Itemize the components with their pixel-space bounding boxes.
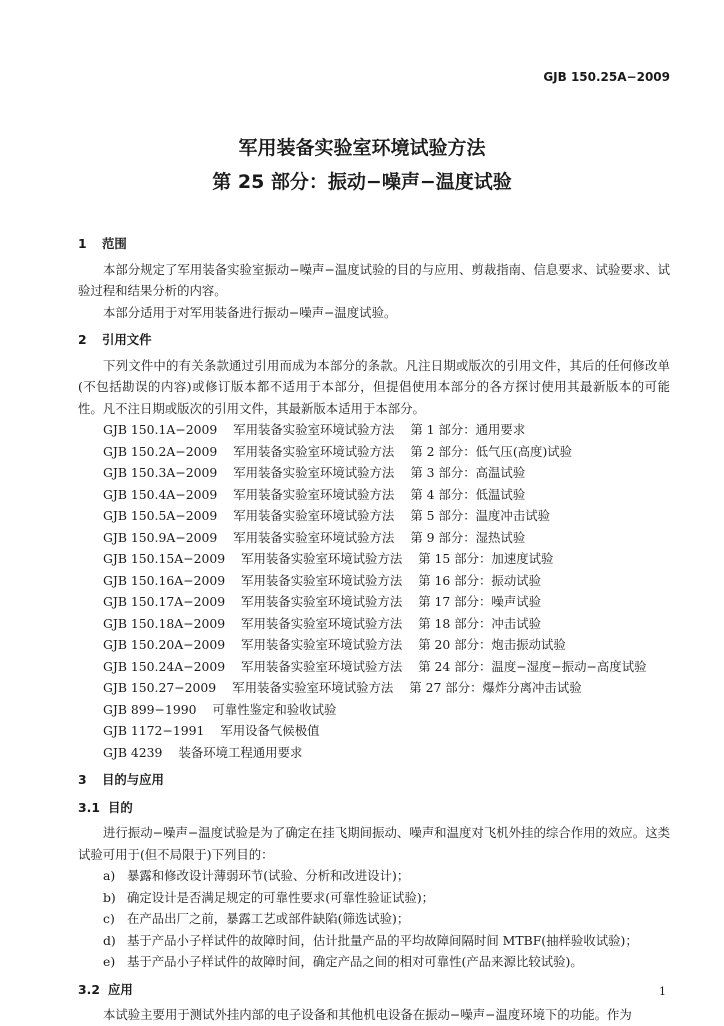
reference-name: 军用设备气候极值 (220, 723, 320, 738)
list-label: d) (103, 932, 116, 948)
reference-name: 可靠性鉴定和验收试验 (212, 701, 337, 717)
reference-part: 第 17 部分：噪声试验 (418, 594, 541, 609)
section-title: 范围 (102, 236, 127, 251)
reference-part: 第 18 部分：冲击试验 (418, 615, 541, 631)
subsection-number: 3.1 (78, 799, 100, 815)
list-item (103, 951, 670, 973)
document-body (78, 227, 670, 1026)
reference-code: GJB 150.4A−2009 (103, 486, 218, 502)
section-title: 目的与应用 (102, 772, 164, 787)
reference-code: GJB 150.2A−2009 (103, 443, 218, 459)
list-label: b) (103, 889, 116, 905)
list-text: 基于产品小子样试件的故障时间，确定产品之间的相对可靠性(产品来源比较试验)。 (127, 954, 583, 969)
paragraph: 下列文件中的有关条款通过引用而成为本部分的条款。凡注日期或版次的引用文件，其后的任何修改单(不包括勘误的内容)或修订版本都不适用于本部分，但提倡使用本部分的各方探讨使用其最新版本的可能性。凡不注日期或版次的引用文件，其最新版本适用于本部分。 (78, 357, 670, 416)
reference-name: 军用装备实验室环境试验方法 (232, 680, 394, 695)
reference-code: GJB 150.17A−2009 (103, 594, 226, 609)
reference-code: GJB 150.5A−2009 (103, 508, 218, 523)
standard-code: GJB 150.25A−2009 (543, 70, 670, 84)
list-text: 确定设计是否满足规定的可靠性要求(可靠性验证试验)； (127, 889, 435, 905)
reference-item (103, 570, 670, 592)
reference-name: 装备环境工程通用要求 (178, 744, 303, 760)
subsection-title: 目的 (108, 799, 133, 815)
list-text: 基于产品小子样试件的故障时间，估计批量产品的平均故障间隔时间 MTBF(抽样验收试验)； (127, 932, 638, 948)
reference-code: GJB 150.16A−2009 (103, 572, 226, 588)
reference-item (103, 699, 670, 721)
subsection-3-2-heading (78, 979, 670, 1001)
reference-part: 第 3 部分：高温试验 (410, 465, 526, 480)
section-3-heading (78, 769, 670, 791)
document-subtitle: 第 25 部分：振动−噪声−温度试验 (212, 171, 512, 193)
list-label: e) (103, 954, 116, 969)
reference-part: 第 9 部分：湿热试验 (410, 529, 526, 545)
reference-item (103, 462, 670, 484)
list-item (103, 930, 670, 952)
paragraph: 本部分规定了军用装备实验室振动−噪声−温度试验的目的与应用、剪裁指南、信息要求、试验要求、试验过程和结果分析的内容。 (78, 261, 670, 298)
reference-code: GJB 150.1A−2009 (103, 422, 218, 437)
reference-item (103, 505, 670, 527)
reference-part: 第 15 部分：加速度试验 (418, 551, 554, 566)
section-number: 1 (78, 236, 87, 251)
reference-item (103, 656, 670, 678)
reference-code: GJB 150.18A−2009 (103, 615, 226, 631)
reference-code: GJB 150.27−2009 (103, 680, 217, 695)
reference-name: 军用装备实验室环境试验方法 (233, 508, 395, 523)
reference-part: 第 24 部分：温度−湿度−振动−高度试验 (418, 658, 647, 674)
reference-part: 第 5 部分：温度冲击试验 (410, 508, 550, 523)
reference-code: GJB 150.15A−2009 (103, 551, 226, 566)
reference-code: GJB 899−1990 (103, 701, 197, 717)
reference-item (103, 613, 670, 635)
reference-item (103, 742, 670, 764)
reference-code: GJB 150.3A−2009 (103, 465, 218, 480)
reference-item (103, 591, 670, 613)
list-item (103, 908, 670, 930)
list-label: c) (103, 911, 115, 926)
section-title: 引用文件 (102, 332, 152, 347)
reference-item (103, 441, 670, 463)
reference-name: 军用装备实验室环境试验方法 (233, 529, 395, 545)
reference-name: 军用装备实验室环境试验方法 (241, 658, 403, 674)
reference-item (103, 677, 670, 699)
reference-item (103, 634, 670, 656)
purpose-list (103, 865, 670, 973)
reference-item (103, 419, 670, 441)
reference-code: GJB 150.9A−2009 (103, 529, 218, 545)
section-1-heading (78, 233, 670, 255)
reference-name: 军用装备实验室环境试验方法 (241, 594, 403, 609)
reference-part: 第 20 部分：炮击振动试验 (418, 637, 566, 652)
reference-name: 军用装备实验室环境试验方法 (233, 422, 395, 437)
reference-name: 军用装备实验室环境试验方法 (241, 572, 403, 588)
document-title: 军用装备实验室环境试验方法 (238, 137, 486, 159)
section-number: 3 (78, 772, 87, 787)
reference-item (103, 720, 670, 742)
reference-code: GJB 150.24A−2009 (103, 658, 226, 674)
reference-part: 第 27 部分：爆炸分离冲击试验 (409, 680, 582, 695)
page-number: 1 (659, 985, 666, 998)
reference-list (103, 419, 670, 763)
paragraph: 本部分适用于对军用装备进行振动−噪声−温度试验。 (103, 304, 397, 320)
reference-item (103, 527, 670, 549)
list-item (103, 887, 670, 909)
reference-part: 第 1 部分：通用要求 (410, 422, 526, 437)
list-text: 暴露和修改设计薄弱环节(试验、分析和改进设计)； (127, 868, 410, 883)
reference-code: GJB 150.20A−2009 (103, 637, 226, 652)
reference-name: 军用装备实验室环境试验方法 (233, 443, 395, 459)
reference-name: 军用装备实验室环境试验方法 (233, 465, 395, 480)
section-2-heading (78, 329, 670, 351)
reference-item (103, 548, 670, 570)
paragraph: 进行振动−噪声−温度试验是为了确定在挂飞期间振动、噪声和温度对飞机外挂的综合作用的效应。这类试验可用于(但不局限于)下列目的： (78, 825, 670, 862)
reference-part: 第 16 部分：振动试验 (418, 572, 541, 588)
reference-code: GJB 4239 (103, 744, 163, 760)
reference-name: 军用装备实验室环境试验方法 (233, 486, 395, 502)
reference-name: 军用装备实验室环境试验方法 (241, 637, 403, 652)
reference-name: 军用装备实验室环境试验方法 (241, 551, 403, 566)
reference-code: GJB 1172−1991 (103, 723, 205, 738)
subsection-title: 应用 (108, 981, 133, 997)
list-label: a) (103, 868, 116, 883)
subsection-number: 3.2 (78, 981, 100, 997)
subsection-3-1-heading (78, 797, 670, 819)
reference-part: 第 2 部分：低气压(高度)试验 (410, 443, 573, 459)
list-item (103, 865, 670, 887)
reference-part: 第 4 部分：低温试验 (410, 486, 526, 502)
reference-name: 军用装备实验室环境试验方法 (241, 615, 403, 631)
paragraph: 本试验主要用于测试外挂内部的电子设备和其他机电设备在振动−噪声−温度环境下的功能。作为 (103, 1007, 632, 1022)
section-number: 2 (78, 332, 87, 347)
list-text: 在产品出厂之前，暴露工艺或部件缺陷(筛选试验)； (127, 911, 410, 926)
reference-item (103, 484, 670, 506)
